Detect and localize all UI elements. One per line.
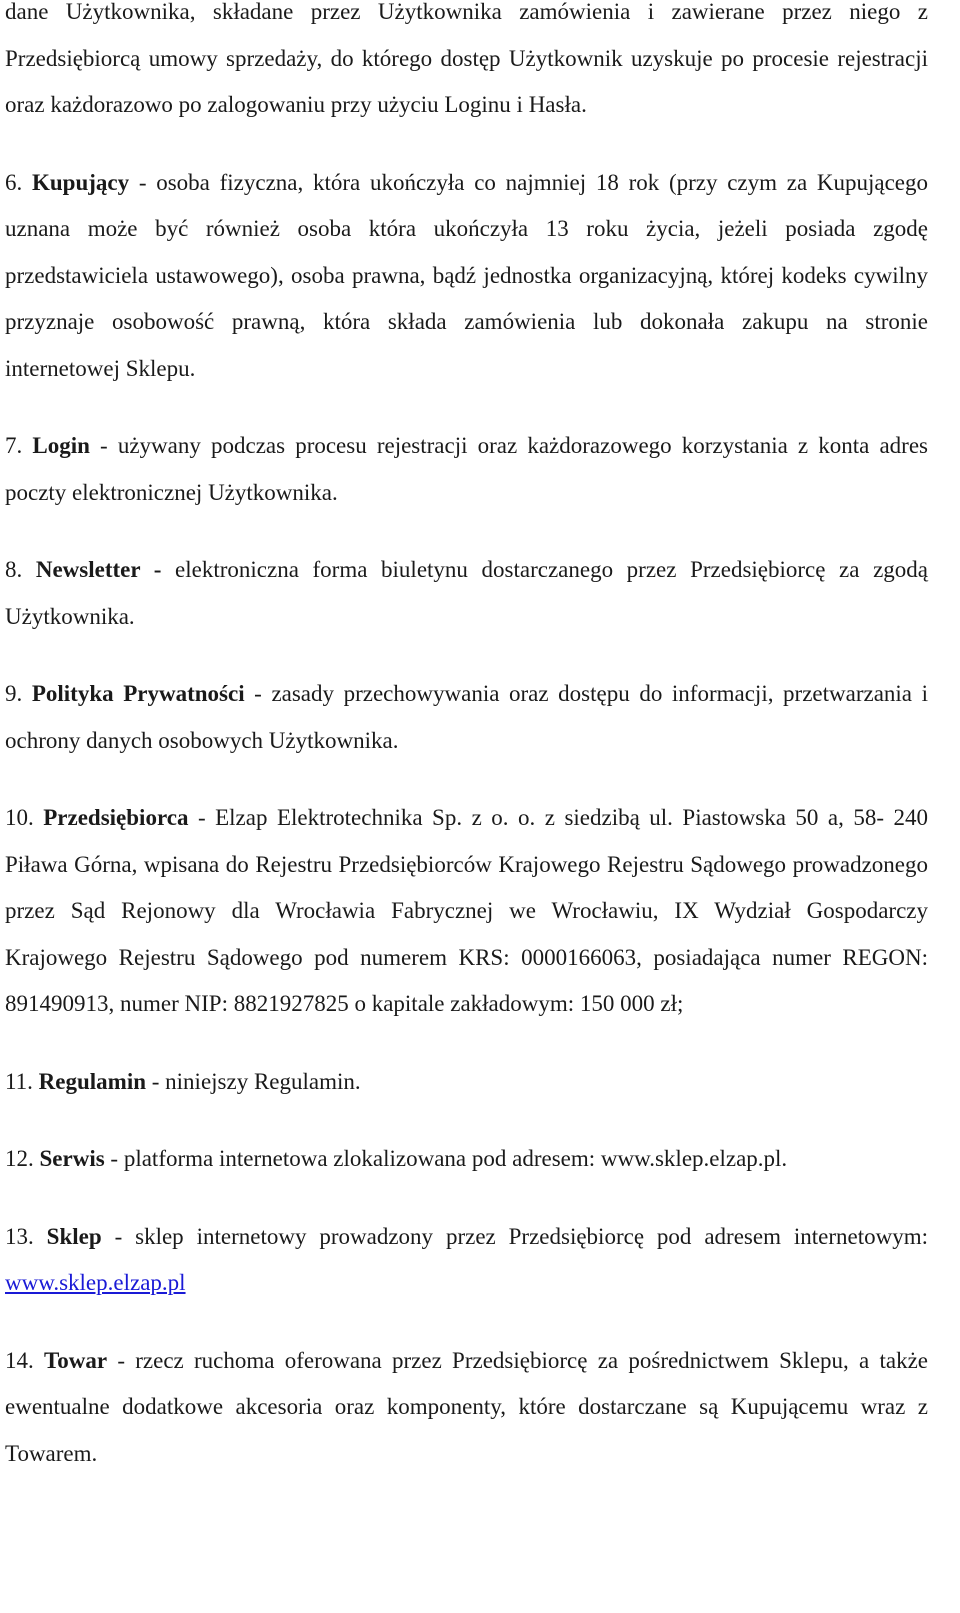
intro-text: dane Użytkownika, składane przez Użytkownika zamówienia i zawierane przez niego z Przedsiębiorcą umowy sprzedaży, do którego dostęp Użytkownik uzyskuje po procesie rejestracji oraz każdorazowo po zalogowaniu przy użyciu Loginu i Hasła. <box>5 0 928 117</box>
definition-term: Serwis <box>39 1146 105 1171</box>
definition-number: 12. <box>5 1146 34 1171</box>
definition-term: Login <box>32 433 90 458</box>
definition-text: - niniejszy Regulamin. <box>146 1068 361 1094</box>
definition-term: Kupujący <box>31 169 130 195</box>
definition-term: Sklep <box>46 1223 102 1249</box>
definition-text: - używany podczas procesu rejestracji oraz każdorazowego korzystania z konta adres poczty elektronicznej Użytkownika. <box>5 433 929 505</box>
definition-text: - Elzap Elektrotechnika Sp. z o. o. z siedzibą ul. Piastowska 50 a, 58- 240 Piława Górna, wpisana do Rejestru Przedsiębiorców Krajowego Rejestru Sądowego prowadzonego przez Sąd Rejonowy dla Wrocławia Fabrycznej we Wrocławiu, IX Wydział Gospodarczy Krajowego Rejestru Sądowego pod numerem KRS: 0000166063, posiadająca numer REGON: 891490913, numer NIP: 8821927825 o kapitale zakładowym: 150 000 zł; <box>5 805 928 1016</box>
definition-serwis <box>5 1136 928 1183</box>
intro-paragraph <box>5 0 928 129</box>
definition-number: 14. <box>5 1347 34 1373</box>
definition-text: - rzecz ruchoma oferowana przez Przedsiębiorcę za pośrednictwem Sklepu, a także ewentualne dodatkowe akcesoria oraz komponenty, które dostarczane są Kupującemu wraz z Towarem. <box>5 1347 929 1466</box>
definition-przedsiebiorca <box>5 795 928 1028</box>
definition-number: 11. <box>5 1068 33 1094</box>
definition-term: Przedsiębiorca <box>43 805 189 830</box>
definition-kupujacy <box>5 160 928 393</box>
definition-number: 10. <box>5 805 34 830</box>
definition-text: - platforma internetowa zlokalizowana pod adresem: www.sklep.elzap.pl. <box>104 1146 788 1171</box>
document-page <box>5 0 928 1508</box>
definition-regulamin <box>5 1059 928 1106</box>
definition-towar <box>5 1338 928 1478</box>
definition-login <box>5 423 928 516</box>
definition-term: Regulamin <box>38 1068 146 1094</box>
definition-number: 9. <box>5 681 23 706</box>
sklep-url-link[interactable]: www.sklep.elzap.pl <box>5 1270 186 1295</box>
definition-number: 8. <box>5 557 23 582</box>
definition-polityka-prywatnosci <box>5 671 928 764</box>
definition-text: - sklep internetowy prowadzony przez Przedsiębiorcę pod adresem internetowym: <box>101 1223 929 1249</box>
definition-text: elektroniczna forma biuletynu dostarczanego przez Przedsiębiorcę za zgodą Użytkownika. <box>5 557 928 629</box>
definition-term: Towar <box>44 1347 108 1373</box>
definition-number: 6. <box>5 169 23 195</box>
definition-number: 7. <box>5 433 23 458</box>
definition-term: Newsletter - <box>35 557 162 582</box>
definition-sklep <box>5 1214 928 1307</box>
definition-newsletter <box>5 547 928 640</box>
definition-number: 13. <box>5 1223 34 1249</box>
definition-text: - zasady przechowywania oraz dostępu do informacji, przetwarzania i ochrony danych osobowych Użytkownika. <box>5 681 928 753</box>
definition-text: - osoba fizyczna, która ukończyła co najmniej 18 rok (przy czym za Kupującego uznana może być również osoba która ukończyła 13 roku życia, jeżeli posiada zgodę przedstawiciela ustawowego), osoba prawna, bądź jednostka organizacyjną, której kodeks cywilny przyznaje osobowość prawną, która składa zamówienia lub dokonała zakupu na stronie internetowej Sklepu. <box>5 169 929 381</box>
definition-term: Polityka Prywatności <box>31 681 245 706</box>
